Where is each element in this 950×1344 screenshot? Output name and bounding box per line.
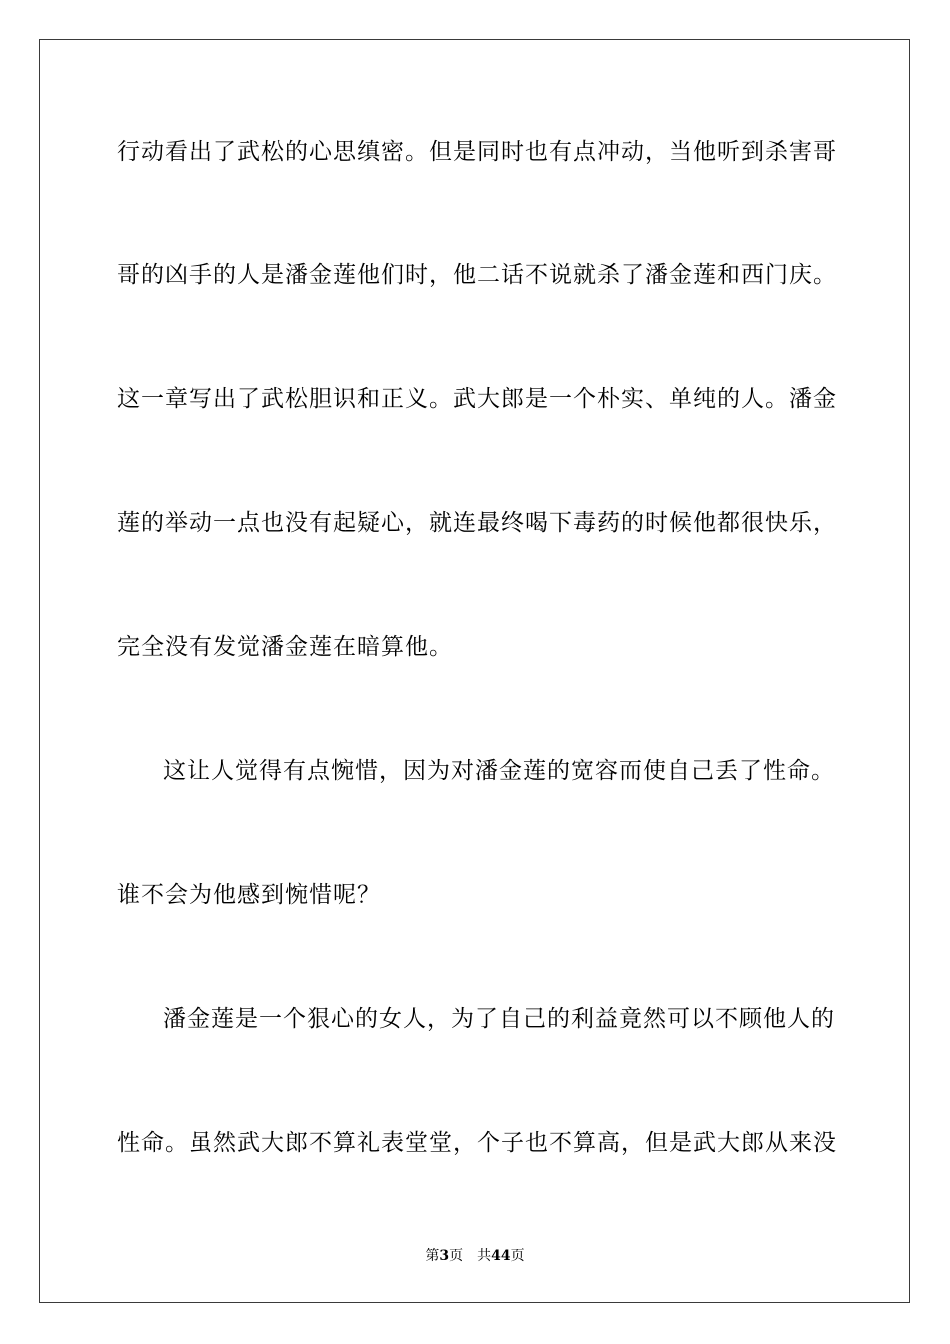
body-text-line-4: 莲的举动一点也没有起疑心，就连最终喝下毒药的时候他都很快乐， [117, 510, 837, 536]
total-suffix: 页 [510, 1248, 525, 1264]
body-text-line-3: 这一章写出了武松胆识和正义。武大郎是一个朴实、单纯的人。潘金 [117, 386, 837, 412]
body-text-line-1: 行动看出了武松的心思缜密。但是同时也有点冲动，当他听到杀害哥 [117, 139, 837, 165]
body-text-line-5: 完全没有发觉潘金莲在暗算他。 [117, 634, 453, 660]
total-pages: 44 [491, 1248, 511, 1264]
page-prefix: 第 [425, 1248, 440, 1264]
body-text-line-6: 这让人觉得有点惋惜，因为对潘金莲的宽容而使自己丢了性命。 [163, 758, 835, 784]
body-text-line-8: 潘金莲是一个狠心的女人，为了自己的利益竟然可以不顾他人的 [163, 1006, 835, 1032]
page-number: 3 [439, 1248, 450, 1264]
body-text-line-9: 性命。虽然武大郎不算礼表堂堂，个子也不算高，但是武大郎从来没 [117, 1130, 837, 1156]
body-text-line-7: 谁不会为他感到惋惜呢？ [117, 882, 381, 908]
body-text-line-2: 哥的凶手的人是潘金莲他们时，他二话不说就杀了潘金莲和西门庆。 [117, 262, 837, 288]
page-footer [0, 1246, 950, 1266]
page-border [39, 39, 910, 1303]
total-prefix: 共 [477, 1248, 492, 1264]
page-suffix: 页 [449, 1248, 464, 1264]
